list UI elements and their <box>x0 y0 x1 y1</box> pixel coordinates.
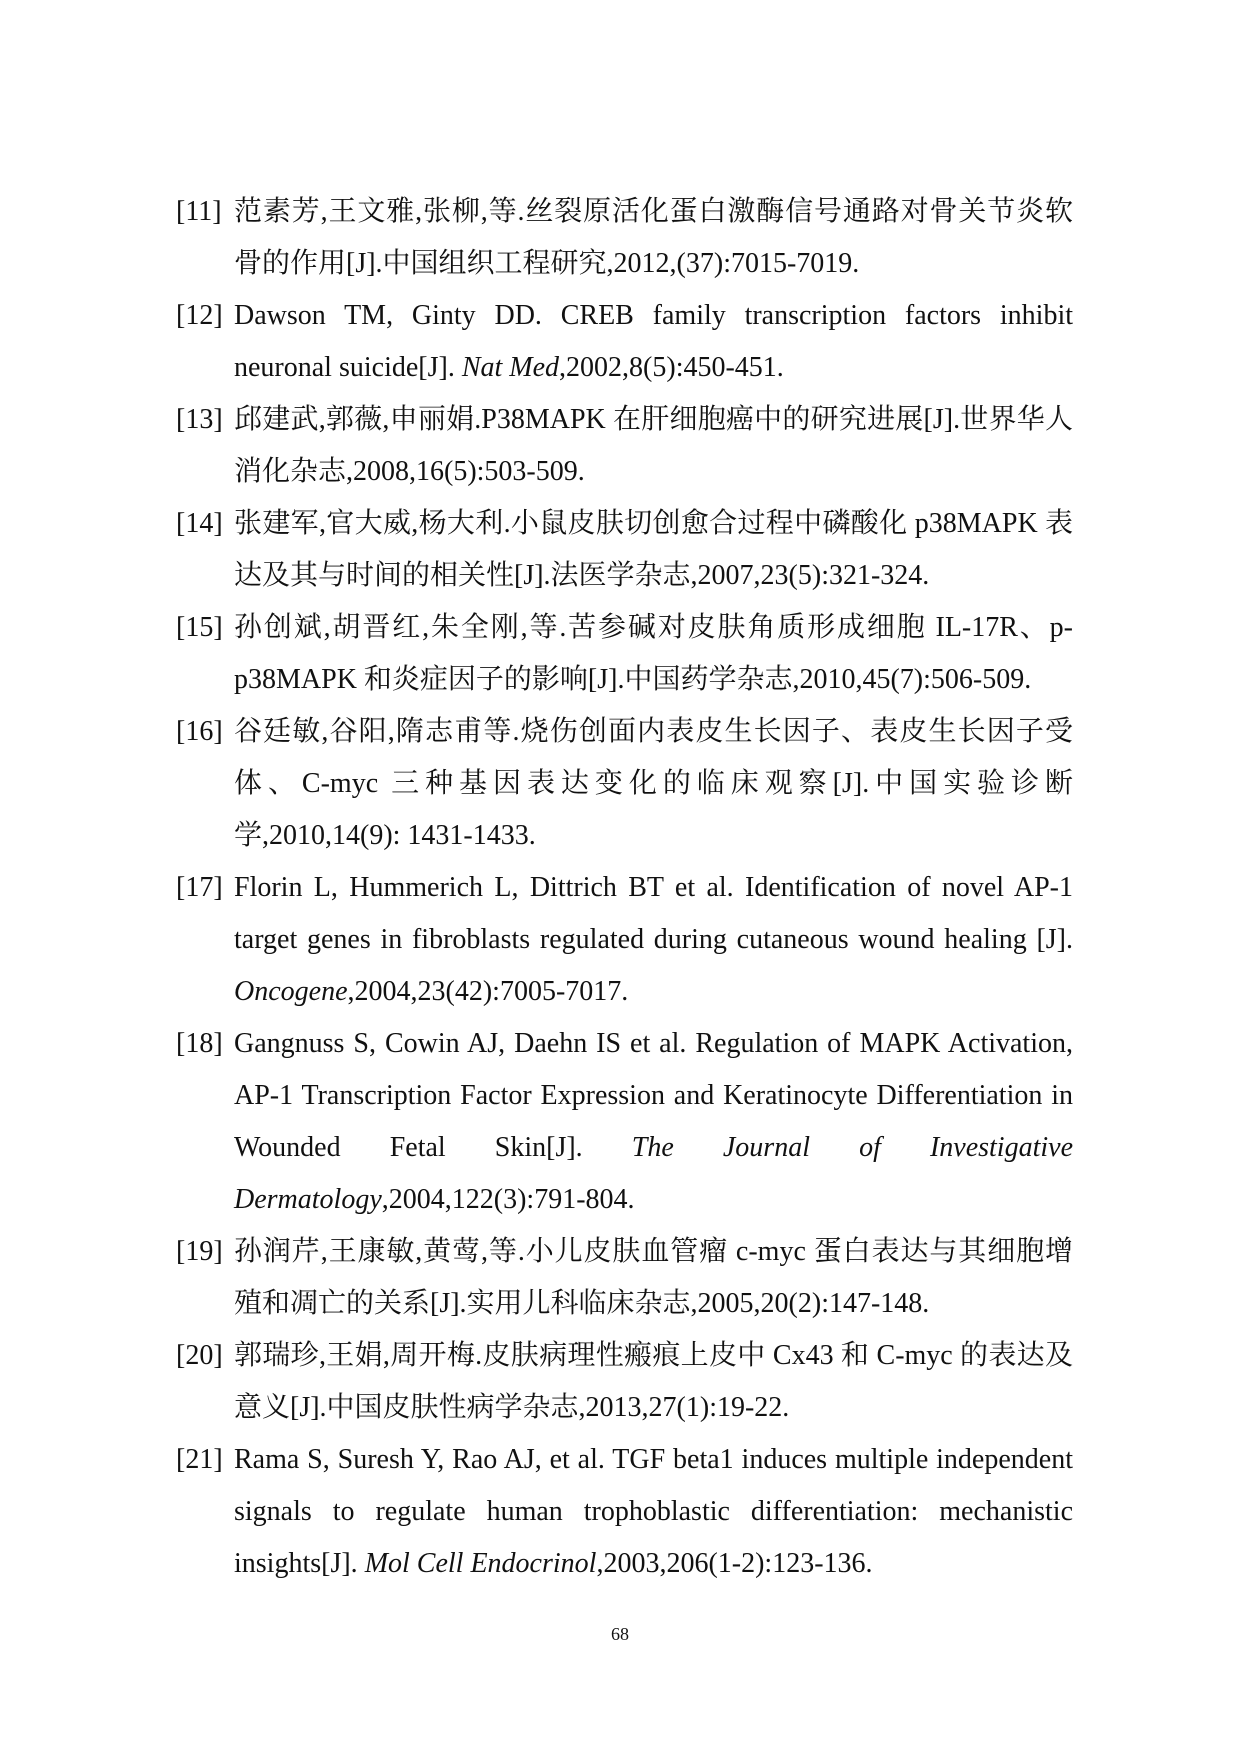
reference-text <box>234 706 1073 862</box>
reference-item <box>176 1226 1073 1330</box>
reference-segment: ,2002,8(5):450-451. <box>559 352 784 383</box>
reference-segment: 孙润芹,王康敏,黄莺,等.小儿皮肤血管瘤 c-myc 蛋白表达与其细胞增殖和凋亡的关系[J].实用儿科临床杂志,2005,20(2):147-148. <box>234 1236 1073 1319</box>
reference-text <box>234 1330 1073 1434</box>
reference-item <box>176 862 1073 1018</box>
reference-text <box>234 1434 1073 1590</box>
reference-item <box>176 1018 1073 1226</box>
page-number: 68 <box>611 1624 629 1644</box>
reference-number: [16] <box>176 716 223 747</box>
reference-number: [18] <box>176 1028 223 1059</box>
reference-item <box>176 290 1073 394</box>
journal-title: The Journal of Investigative Dermatology <box>234 1132 1073 1215</box>
reference-number: [17] <box>176 872 223 903</box>
reference-list <box>176 186 1073 1590</box>
reference-number: [21] <box>176 1444 223 1475</box>
reference-text <box>234 186 1073 290</box>
reference-number: [20] <box>176 1340 223 1371</box>
reference-segment: 孙创斌,胡晋红,朱全刚,等.苦参碱对皮肤角质形成细胞 IL-17R、p-p38MAPK 和炎症因子的影响[J].中国药学杂志,2010,45(7):506-509. <box>234 612 1073 695</box>
reference-text <box>234 1226 1073 1330</box>
reference-segment: Florin L, Hummerich L, Dittrich BT et al. Identification of novel AP-1 target genes in fibroblasts regulated during cutaneous wound healing [J]. <box>234 872 1073 955</box>
reference-segment: Gangnuss S, Cowin AJ, Daehn IS et al. Regulation of MAPK Activation, AP-1 Transcription Factor Expression and Keratinocyte Differentiation in Wounded Fetal Skin[J]. <box>234 1028 1073 1163</box>
journal-title: Mol Cell Endocrinol <box>364 1548 597 1579</box>
reference-number: [15] <box>176 612 223 643</box>
reference-segment: Dawson TM, Ginty DD. CREB family transcription factors inhibit neuronal suicide[J]. <box>234 300 1073 383</box>
reference-number: [11] <box>176 196 222 227</box>
journal-title: Nat Med <box>461 352 560 383</box>
reference-segment: ,2003,206(1-2):123-136. <box>596 1548 873 1579</box>
reference-item <box>176 186 1073 290</box>
reference-segment: 范素芳,王文雅,张柳,等.丝裂原活化蛋白激酶信号通路对骨关节炎软骨的作用[J].中国组织工程研究,2012,(37):7015-7019. <box>234 196 1073 279</box>
reference-text <box>234 394 1073 498</box>
reference-number: [13] <box>176 404 223 435</box>
journal-title: Oncogene <box>234 976 348 1007</box>
reference-number: [12] <box>176 300 223 331</box>
reference-segment: ,2004,23(42):7005-7017. <box>347 976 629 1007</box>
reference-text <box>234 290 1073 394</box>
reference-item <box>176 706 1073 862</box>
reference-item <box>176 1330 1073 1434</box>
reference-segment: ,2004,122(3):791-804. <box>381 1184 635 1215</box>
reference-segment: Rama S, Suresh Y, Rao AJ, et al. TGF beta1 induces multiple independent signals to regulate human trophoblastic differentiation: mechanistic insights[J]. <box>234 1444 1073 1579</box>
reference-item <box>176 1434 1073 1590</box>
reference-segment: 谷廷敏,谷阳,隋志甫等.烧伤创面内表皮生长因子、表皮生长因子受体、C-myc 三种基因表达变化的临床观察[J].中国实验诊断学,2010,14(9): 1431-1433. <box>234 716 1073 851</box>
reference-item <box>176 498 1073 602</box>
reference-segment: 张建军,官大威,杨大利.小鼠皮肤切创愈合过程中磷酸化 p38MAPK 表达及其与时间的相关性[J].法医学杂志,2007,23(5):321-324. <box>234 508 1073 591</box>
reference-item <box>176 602 1073 706</box>
reference-number: [19] <box>176 1236 223 1267</box>
reference-item <box>176 394 1073 498</box>
reference-text <box>234 498 1073 602</box>
reference-text <box>234 1018 1073 1226</box>
reference-number: [14] <box>176 508 223 539</box>
reference-text <box>234 602 1073 706</box>
reference-segment: 邱建武,郭薇,申丽娟.P38MAPK 在肝细胞癌中的研究进展[J].世界华人消化杂志,2008,16(5):503-509. <box>234 404 1073 487</box>
reference-text <box>234 862 1073 1018</box>
reference-segment: 郭瑞珍,王娟,周开梅.皮肤病理性瘢痕上皮中 Cx43 和 C-myc 的表达及意义[J].中国皮肤性病学杂志,2013,27(1):19-22. <box>234 1340 1073 1423</box>
